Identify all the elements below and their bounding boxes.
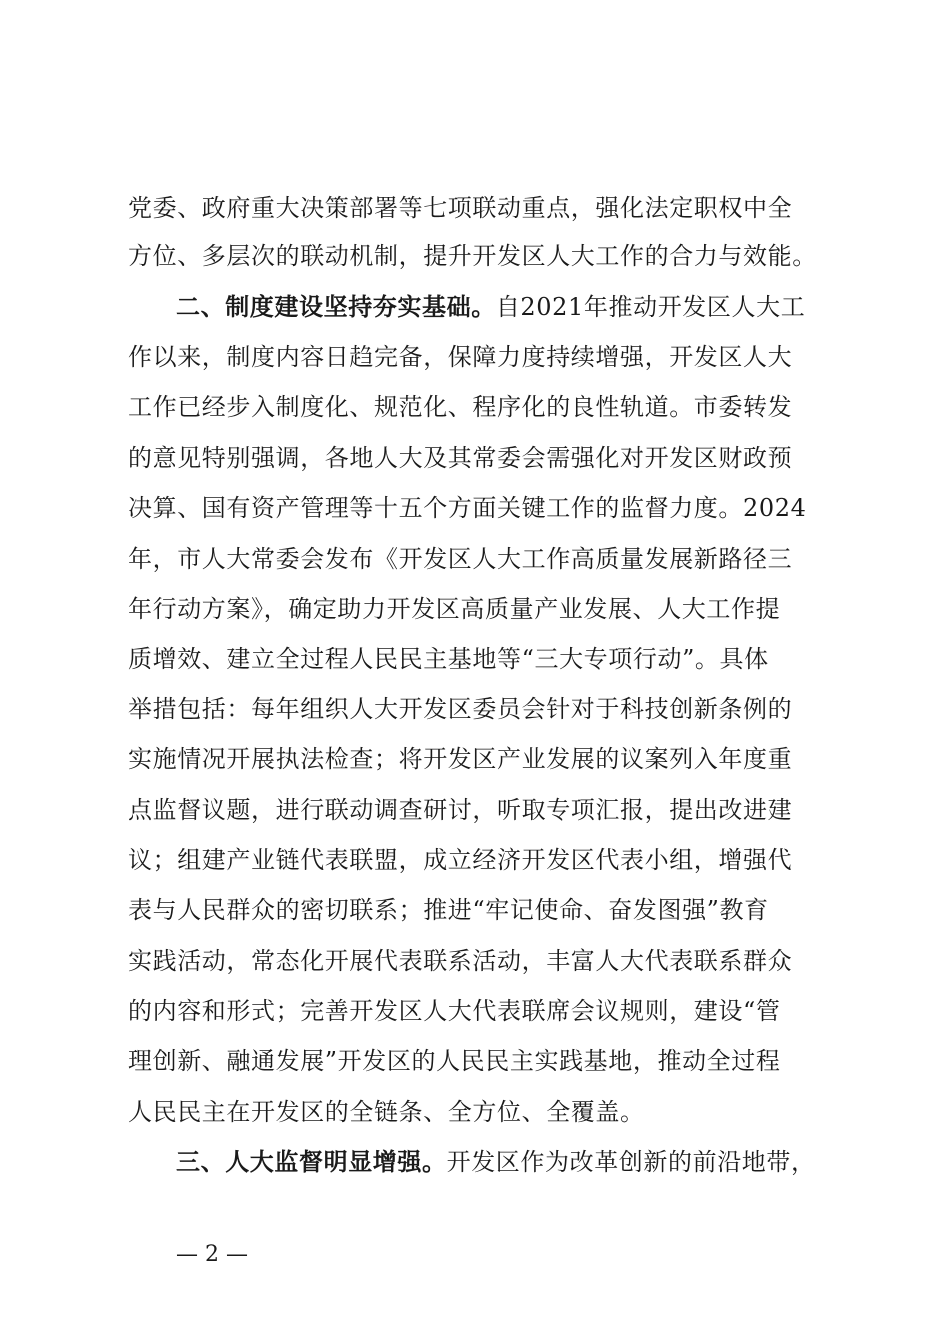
section-heading-2: 二、制度建设坚持夯实基础。 xyxy=(176,292,496,321)
paragraph-2-line: 表与人民群众的密切联系；推进“牢记使命、奋发图强”教育 xyxy=(128,896,769,924)
page-number: — 2 — xyxy=(176,1242,248,1267)
paragraph-2-line: 人民民主在开发区的全链条、全方位、全覆盖。 xyxy=(128,1098,645,1126)
paragraph-2-first-line xyxy=(176,292,830,322)
paragraph-2-line: 质增效、建立全过程人民民主基地等“三大专项行动”。具体 xyxy=(128,645,769,673)
section-heading-3: 三、人大监督明显增强。 xyxy=(176,1147,447,1176)
paragraph-2-line-1-text: 自2021年推动开发区人大工 xyxy=(495,293,806,321)
paragraph-2-line: 举措包括：每年组织人大开发区委员会针对于科技创新条例的 xyxy=(128,695,793,723)
paragraph-3-first-line xyxy=(176,1147,830,1177)
paragraph-1-line-2: 方位、多层次的联动机制，提升开发区人大工作的合力与效能。 xyxy=(128,242,817,270)
paragraph-2-line: 的内容和形式；完善开发区人大代表联席会议规则，建设“管 xyxy=(128,997,781,1025)
paragraph-2-line: 的意见特别强调，各地人大及其常委会需强化对开发区财政预 xyxy=(128,444,793,472)
paragraph-2-line: 工作已经步入制度化、规范化、程序化的良性轨道。市委转发 xyxy=(128,393,793,421)
paragraph-3-line-1-text: 开发区作为改革创新的前沿地带， xyxy=(446,1148,816,1176)
paragraph-2-line: 年行动方案》，确定助力开发区高质量产业发展、人大工作提 xyxy=(128,595,781,623)
paragraph-1-line-1: 党委、政府重大决策部署等七项联动重点，强化法定职权中全 xyxy=(128,194,793,222)
paragraph-2-line: 实施情况开展执法检查；将开发区产业发展的议案列入年度重 xyxy=(128,745,793,773)
paragraph-2-line: 决算、国有资产管理等十五个方面关键工作的监督力度。2024 xyxy=(128,494,807,522)
paragraph-2-line: 理创新、融通发展”开发区的人民民主实践基地，推动全过程 xyxy=(128,1047,781,1075)
paragraph-2-line: 议；组建产业链代表联盟，成立经济开发区代表小组，增强代 xyxy=(128,846,793,874)
paragraph-2-line: 实践活动，常态化开展代表联系活动，丰富人大代表联系群众 xyxy=(128,947,793,975)
paragraph-2-line: 作以来，制度内容日趋完备，保障力度持续增强，开发区人大 xyxy=(128,343,793,371)
paragraph-2-line: 点监督议题，进行联动调查研讨，听取专项汇报，提出改进建 xyxy=(128,796,793,824)
paragraph-2-line: 年，市人大常委会发布《开发区人大工作高质量发展新路径三 xyxy=(128,545,793,573)
